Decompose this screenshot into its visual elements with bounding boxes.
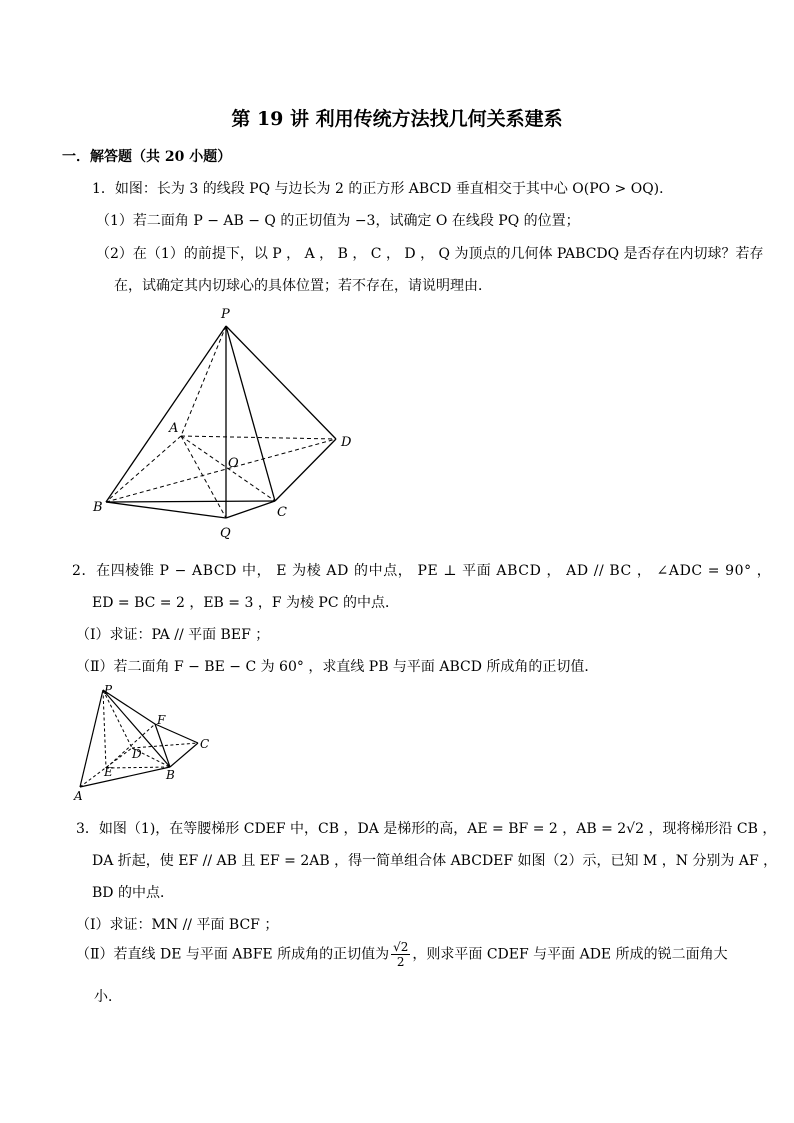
section-heading: 一．解答题（共 20 小题） xyxy=(62,149,232,165)
problem3-part1: （Ⅰ）求证：MN // 平面 BCF ； xyxy=(76,917,279,933)
problem2-part1: （Ⅰ）求证：PA // 平面 BEF ； xyxy=(76,627,270,643)
label-a: A xyxy=(169,421,179,436)
edge-bq xyxy=(106,502,226,518)
problem2-part2: （Ⅱ）若二面角 F − BE − C 为 60° ，求直线 PB 与平面 ABCD 所成角的正切值． xyxy=(76,659,599,675)
edge-ad xyxy=(181,436,336,439)
edge-pc xyxy=(226,326,275,501)
problem2-statement-cont: ED = BC = 2 ，EB = 3 ，F 为棱 PC 的中点． xyxy=(92,595,400,611)
problem3-part2-pre: （Ⅱ）若直线 DE 与平面 ABFE 所成角的正切值为 xyxy=(76,946,390,963)
label-b: B xyxy=(166,768,175,782)
edge-eb xyxy=(106,767,170,768)
edge-qc xyxy=(226,501,275,518)
edge-dc xyxy=(132,743,198,748)
label-q: Q xyxy=(220,526,231,541)
problem3-part2-post: ，则求平面 CDEF 与平面 ADE 所成的锐二面角大 xyxy=(412,946,728,963)
problem3-statement-cont: DA 折起，使 EF // AB 且 EF = 2AB ，得一简单组合体 ABCDEF 如图（2）示，已知 M ，N 分别为 AF ， xyxy=(92,853,778,869)
problem3-statement-end: BD 的中点． xyxy=(92,885,174,901)
problem1-part1: （1）若二面角 P − AB − Q 的正切值为 −3，试确定 O 在线段 PQ 的位置； xyxy=(96,213,580,229)
edge-aq xyxy=(181,436,226,518)
problem2-figure xyxy=(70,680,220,805)
diag-bd xyxy=(106,439,336,502)
label-c: C xyxy=(200,737,210,751)
problem1-part2-cont: 在，试确定其内切球心的具体位置；若不存在，请说明理由． xyxy=(114,278,492,294)
fraction-sqrt2-over-2 xyxy=(391,940,410,969)
edge-pb xyxy=(106,326,226,502)
edge-cd xyxy=(275,439,336,501)
problem3-statement: 3．如图（1)，在等腰梯形 CDEF 中，CB ，DA 是梯形的高，AE = BF = 2 ，AB = 2√2 ，现将梯形沿 CB ， xyxy=(76,821,777,837)
label-b: B xyxy=(93,500,103,515)
fraction-denominator: 2 xyxy=(396,955,405,969)
label-p: P xyxy=(104,683,113,697)
problem1-part2: （2）在（1）的前提下，以 P ， A ， B ， C ， D ， Q 为顶点的几何体 PABCDQ 是否存在内切球？若存 xyxy=(96,246,764,262)
label-o: O xyxy=(228,456,239,471)
label-a: A xyxy=(74,789,83,803)
problem1-statement: 1．如图：长为 3 的线段 PQ 与边长为 2 的正方形 ABCD 垂直相交于其中心 O(PO > OQ)． xyxy=(92,181,674,197)
problem3-part2 xyxy=(76,940,728,969)
problem1-figure xyxy=(85,300,375,545)
label-c: C xyxy=(277,505,287,520)
edge-pd xyxy=(226,326,336,439)
label-e: E xyxy=(104,765,113,779)
label-f: F xyxy=(157,713,166,727)
problem3-part2-cont: 小． xyxy=(94,989,122,1005)
label-d: D xyxy=(341,435,352,450)
label-p: P xyxy=(221,307,230,322)
label-d: D xyxy=(132,747,142,761)
problem2-statement: 2．在四棱锥 P − ABCD 中， E 为棱 AD 的中点， PE ⊥ 平面 ABCD ， AD // BC ， ∠ADC = 90° ， xyxy=(72,563,772,579)
edge-pe xyxy=(103,690,106,768)
page-title: 第 19 讲 利用传统方法找几何关系建系 xyxy=(231,108,563,130)
edge-bc xyxy=(106,501,275,502)
fraction-numerator: √2 xyxy=(393,940,409,954)
edge-bc xyxy=(170,743,198,767)
